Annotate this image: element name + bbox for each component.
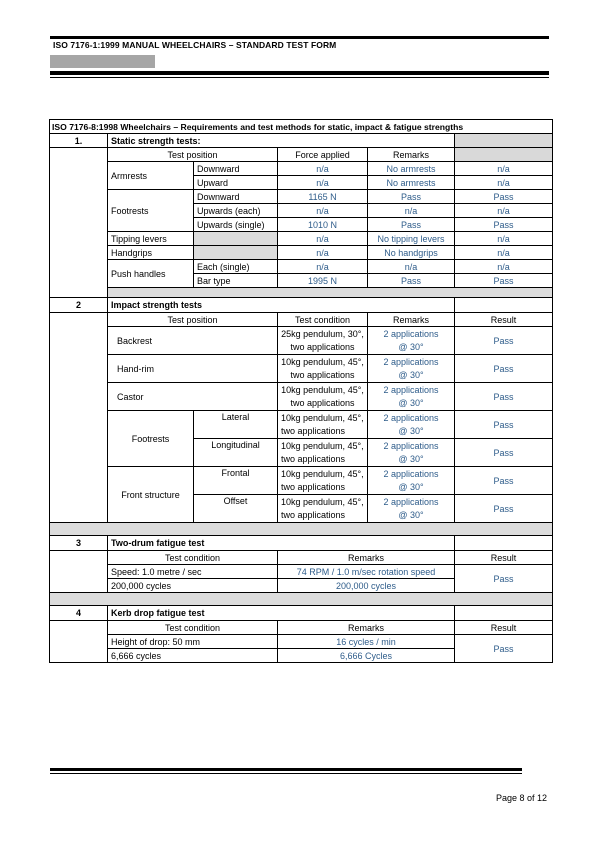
remarks-line-1: 2 applications: [383, 412, 439, 423]
blank-cell: [455, 134, 553, 148]
remarks-line-2: @ 30°: [398, 341, 424, 352]
blank-cell: [194, 232, 278, 246]
section-separator: [50, 593, 553, 606]
condition-value: 6,666 cycles: [108, 649, 278, 663]
remarks-cell: [368, 411, 455, 439]
blank-cell: [455, 606, 553, 621]
result-value: Pass: [455, 565, 553, 593]
section-number: 1.: [50, 134, 108, 148]
section-number: 4: [50, 606, 108, 621]
sub-label: Upward: [194, 176, 278, 190]
result-value: Pass: [455, 355, 553, 383]
header-rule-top: [50, 36, 549, 39]
page-number: Page 8 of 12: [495, 793, 547, 803]
condition-cell: [278, 355, 368, 383]
row-label: Armrests: [108, 162, 194, 190]
condition-value: Height of drop: 50 mm: [108, 635, 278, 649]
remarks-line-2: @ 30°: [398, 453, 424, 464]
condition-line-2: two applications: [281, 425, 346, 436]
remarks-value: Pass: [368, 190, 455, 204]
condition-line-1: 10kg pendulum, 45°,: [281, 384, 364, 395]
remarks-value: 74 RPM / 1.0 m/sec rotation speed: [278, 565, 455, 579]
condition-cell: [278, 467, 368, 495]
col-header-force: Force applied: [278, 148, 368, 162]
blank-cell: [194, 246, 278, 260]
table-row: [50, 565, 553, 579]
remarks-value: Pass: [368, 274, 455, 288]
footer-rule-thin: [50, 773, 522, 774]
condition-cell: [278, 439, 368, 467]
row-label: Footrests: [108, 411, 194, 467]
table-title: ISO 7176-8:1998 Wheelchairs – Requirements and test methods for static, impact & fatigue strengths: [50, 120, 553, 134]
remarks-value: n/a: [368, 260, 455, 274]
condition-line-1: 10kg pendulum, 45°,: [281, 496, 364, 507]
header-rule-thick: [50, 71, 549, 75]
remarks-value: No armrests: [368, 162, 455, 176]
section-header-static: [50, 134, 553, 148]
remarks-line-2: @ 30°: [398, 425, 424, 436]
remarks-cell: [368, 383, 455, 411]
remarks-line-1: 2 applications: [383, 384, 439, 395]
col-header-condition: Test condition: [278, 313, 368, 327]
remarks-line-2: @ 30°: [398, 509, 424, 520]
result-value: n/a: [455, 162, 553, 176]
sub-label: Offset: [194, 495, 278, 523]
remarks-line-1: 2 applications: [383, 356, 439, 367]
sub-label: Bar type: [194, 274, 278, 288]
remarks-cell: [368, 439, 455, 467]
force-value: n/a: [278, 246, 368, 260]
table-row: [50, 190, 553, 204]
condition-cell: [278, 327, 368, 355]
section-separator: [50, 523, 553, 536]
blank-cell: [455, 536, 553, 551]
table-row: [50, 327, 553, 355]
condition-cell: [278, 495, 368, 523]
result-value: Pass: [455, 190, 553, 204]
col-header-result: Result: [455, 621, 553, 635]
sub-label: Downward: [194, 190, 278, 204]
condition-line-2: two applications: [290, 369, 355, 380]
remarks-value: n/a: [368, 204, 455, 218]
col-header-condition: Test condition: [108, 621, 278, 635]
section-number: 3: [50, 536, 108, 551]
row-label: Handgrips: [108, 246, 194, 260]
table-row: [50, 162, 553, 176]
section-separator: [50, 288, 553, 298]
sub-label: Upwards (each): [194, 204, 278, 218]
section-title: Impact strength tests: [108, 298, 455, 313]
condition-line-2: two applications: [290, 397, 355, 408]
blank-cell: [455, 148, 553, 162]
remarks-line-1: 2 applications: [383, 468, 439, 479]
result-value: Pass: [455, 635, 553, 663]
section-header-drum: [50, 536, 553, 551]
force-value: n/a: [278, 260, 368, 274]
condition-cell: [278, 383, 368, 411]
table-row: [50, 355, 553, 383]
row-label: Front structure: [108, 467, 194, 523]
result-value: n/a: [455, 204, 553, 218]
row-label: Hand-rim: [108, 355, 278, 383]
col-header-position: Test position: [108, 148, 278, 162]
condition-line-2: two applications: [281, 453, 346, 464]
row-label: Tipping levers: [108, 232, 194, 246]
table-row: [50, 246, 553, 260]
remarks-cell: [368, 495, 455, 523]
result-value: Pass: [455, 218, 553, 232]
sub-label: Lateral: [194, 411, 278, 439]
section-header-kerb: [50, 606, 553, 621]
sub-label: Frontal: [194, 467, 278, 495]
blank-cell: [50, 621, 108, 663]
result-value: Pass: [455, 495, 553, 523]
section-title: Two-drum fatigue test: [108, 536, 455, 551]
remarks-line-2: @ 30°: [398, 397, 424, 408]
remarks-value: 200,000 cycles: [278, 579, 455, 593]
sub-label: Longitudinal: [194, 439, 278, 467]
force-value: 1165 N: [278, 190, 368, 204]
remarks-line-1: 2 applications: [383, 328, 439, 339]
blank-cell: [50, 551, 108, 593]
result-value: Pass: [455, 467, 553, 495]
remarks-line-2: @ 30°: [398, 481, 424, 492]
document-title: ISO 7176-1:1999 MANUAL WHEELCHAIRS – STANDARD TEST FORM: [53, 40, 337, 50]
separator-cell: [50, 523, 553, 536]
remarks-line-2: @ 30°: [398, 369, 424, 380]
col-header-remarks: Remarks: [278, 551, 455, 565]
row-label: Push handles: [108, 260, 194, 288]
remarks-line-1: 2 applications: [383, 440, 439, 451]
separator-cell: [108, 288, 553, 298]
remarks-cell: [368, 355, 455, 383]
remarks-cell: [368, 467, 455, 495]
remarks-line-1: 2 applications: [383, 496, 439, 507]
condition-value: Speed: 1.0 metre / sec: [108, 565, 278, 579]
header-rule-thin: [50, 77, 549, 78]
remarks-value: No handgrips: [368, 246, 455, 260]
result-value: Pass: [455, 411, 553, 439]
footer-rule-thick: [50, 768, 522, 771]
condition-line-2: two applications: [281, 509, 346, 520]
col-header-result: Result: [455, 551, 553, 565]
sub-label: Each (single): [194, 260, 278, 274]
col-header-condition: Test condition: [108, 551, 278, 565]
col-header-remarks: Remarks: [278, 621, 455, 635]
test-results-table: [49, 119, 553, 663]
force-value: n/a: [278, 232, 368, 246]
force-value: n/a: [278, 204, 368, 218]
col-header-remarks: Remarks: [368, 313, 455, 327]
condition-line-1: 10kg pendulum, 45°,: [281, 412, 364, 423]
force-value: n/a: [278, 176, 368, 190]
condition-line-1: 10kg pendulum, 45°,: [281, 356, 364, 367]
blank-cell: [455, 298, 553, 313]
row-label: Backrest: [108, 327, 278, 355]
section-number: 2: [50, 298, 108, 313]
section-header-impact: [50, 298, 553, 313]
blank-cell: [50, 148, 108, 298]
result-value: n/a: [455, 246, 553, 260]
table-row: [50, 383, 553, 411]
result-value: n/a: [455, 176, 553, 190]
condition-line-1: 10kg pendulum, 45°,: [281, 468, 364, 479]
remarks-cell: [368, 327, 455, 355]
remarks-value: 16 cycles / min: [278, 635, 455, 649]
result-value: Pass: [455, 383, 553, 411]
sub-label: Upwards (single): [194, 218, 278, 232]
table-row: [50, 635, 553, 649]
condition-line-1: 10kg pendulum, 45°,: [281, 440, 364, 451]
result-value: Pass: [455, 274, 553, 288]
col-header-position: Test position: [108, 313, 278, 327]
force-value: n/a: [278, 162, 368, 176]
remarks-value: No tipping levers: [368, 232, 455, 246]
result-value: Pass: [455, 327, 553, 355]
table-row: [50, 260, 553, 274]
condition-cell: [278, 411, 368, 439]
col-header-remarks: Remarks: [368, 148, 455, 162]
remarks-value: No armrests: [368, 176, 455, 190]
condition-value: 200,000 cycles: [108, 579, 278, 593]
separator-cell: [50, 593, 553, 606]
section-title: Kerb drop fatigue test: [108, 606, 455, 621]
result-value: Pass: [455, 439, 553, 467]
section-title: Static strength tests:: [108, 134, 455, 148]
remarks-value: 6,666 Cycles: [278, 649, 455, 663]
redacted-box: [50, 55, 155, 68]
row-label: Footrests: [108, 190, 194, 232]
force-value: 1010 N: [278, 218, 368, 232]
table-row: [50, 232, 553, 246]
result-value: n/a: [455, 260, 553, 274]
condition-line-2: two applications: [281, 481, 346, 492]
result-value: n/a: [455, 232, 553, 246]
blank-cell: [50, 313, 108, 523]
col-header-result: Result: [455, 313, 553, 327]
table-row: [50, 411, 553, 439]
condition-line-1: 25kg pendulum, 30°,: [281, 328, 364, 339]
force-value: 1995 N: [278, 274, 368, 288]
condition-line-2: two applications: [290, 341, 355, 352]
remarks-value: Pass: [368, 218, 455, 232]
sub-label: Downward: [194, 162, 278, 176]
row-label: Castor: [108, 383, 278, 411]
table-row: [50, 467, 553, 495]
